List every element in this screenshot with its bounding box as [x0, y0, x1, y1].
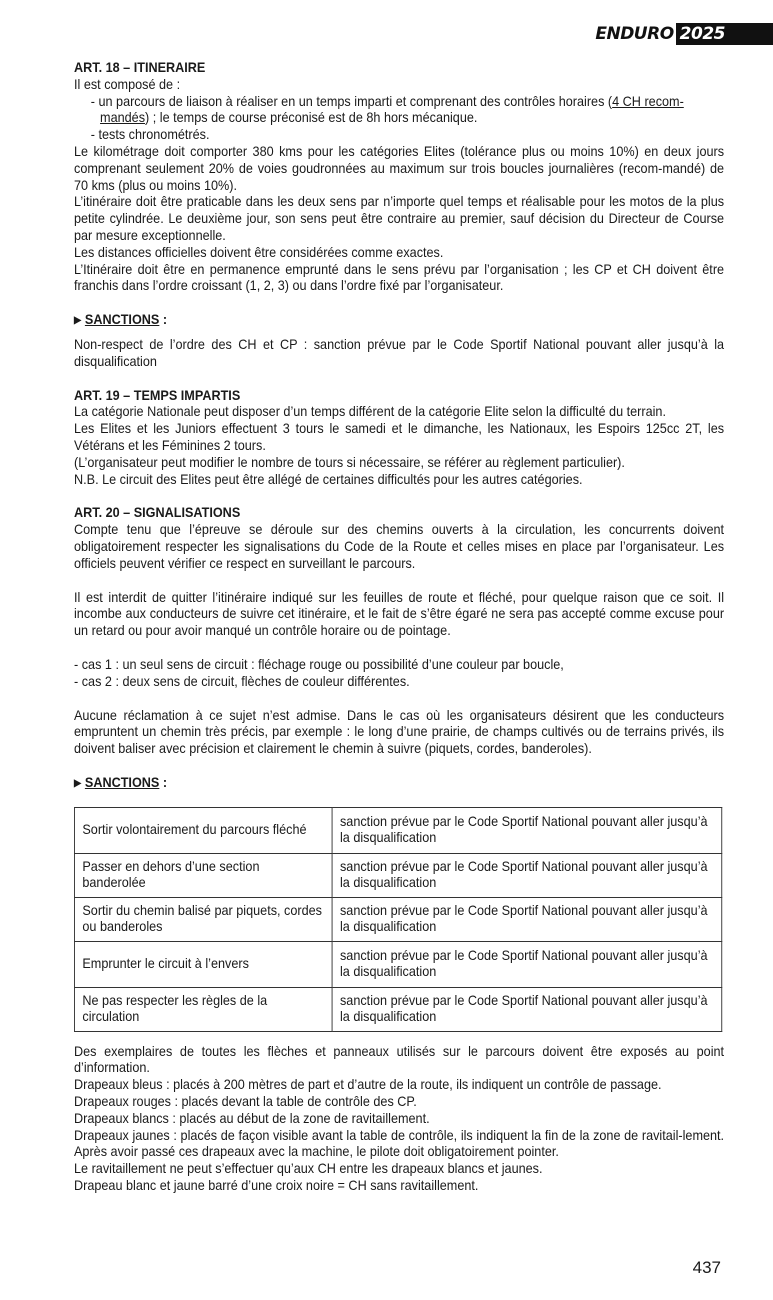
- sanction-cell: sanction prévue par le Code Sportif National pouvant aller jusqu’à la disqualification: [332, 941, 722, 987]
- sanctions-label: SANCTIONS: [84, 312, 160, 328]
- art18-sanction-text: Non-respect de l’ordre des CH et CP : sanction prévue par le Code Sportif National pouvant aller jusqu’à la disqualification: [74, 336, 725, 369]
- art20-after-5: Drapeaux jaunes : placés de façon visible avant la table de contrôle, ils indiquent la fin de la zone de ravitail-lement. Après avoir passé ces drapeaux avec la machine, le pilote doit obligatoirement pointer.: [74, 1127, 725, 1160]
- infraction-cell: Sortir du chemin balisé par piquets, cordes ou banderoles: [74, 897, 332, 941]
- sanction-cell: sanction prévue par le Code Sportif National pouvant aller jusqu’à la disqualification: [332, 897, 722, 941]
- art20-cas-2: - cas 2 : deux sens de circuit, flèches de couleur différentes.: [74, 673, 410, 689]
- infraction-cell: Sortir volontairement du parcours fléché: [74, 807, 332, 853]
- triangle-icon: ▶: [74, 777, 82, 789]
- art18-paragraph-2: L’itinéraire doit être praticable dans les deux sens par n’importe quel temps et réalisable pour les motos de la plus petite cylindrée. Le deuxième jour, son sens peut être contraire au premier, sauf décision du Directeur de Course par mesure exceptionnelle.: [74, 194, 725, 243]
- infraction-cell: Passer en dehors d’une section banderolée: [74, 853, 332, 897]
- art19-title: ART. 19 – TEMPS IMPARTIS: [74, 387, 241, 403]
- sanctions-label: SANCTIONS: [84, 774, 160, 790]
- art18-item1-link1: 4 CH recom-: [612, 93, 684, 109]
- art20-cas-1: - cas 1 : un seul sens de circuit : fléchage rouge ou possibilité d’une couleur par boucle,: [74, 656, 564, 672]
- header-badge: [589, 23, 773, 45]
- table-row: [74, 897, 721, 941]
- art20-sanctions-heading: [74, 775, 724, 793]
- sanctions-table: [74, 807, 722, 1032]
- table-row: [74, 853, 721, 897]
- table-row: [74, 807, 721, 853]
- art19-paragraph-3: (L’organisateur peut modifier le nombre de tours si nécessaire, se référer au règlement particulier).: [74, 454, 625, 470]
- year-label: 2025: [676, 23, 773, 45]
- art18-paragraph-3: Les distances officielles doivent être considérées comme exactes.: [74, 244, 444, 260]
- art18-sanctions-heading: [74, 312, 724, 330]
- sanction-cell: sanction prévue par le Code Sportif National pouvant aller jusqu’à la disqualification: [332, 853, 722, 897]
- brand-label: ENDURO: [589, 23, 675, 45]
- art20-paragraph-2: Il est interdit de quitter l’itinéraire indiqué sur les feuilles de route et fléché, pour quelque raison que ce soit. Il incombe aux conducteurs de suivre cet itinéraire, et le fait de s’être égaré ne sera pas accepté comme excuse pour un retard ou pour avoir manqué un contrôle horaire ou de pointage.: [74, 589, 725, 639]
- art20-after-7: Drapeau blanc et jaune barré d’une croix noire = CH sans ravitaillement.: [74, 1178, 479, 1194]
- infraction-cell: Ne pas respecter les règles de la circulation: [74, 987, 332, 1031]
- art20-paragraph-3: Aucune réclamation à ce sujet n’est admise. Dans le cas où les organisateurs désirent que les conducteurs empruntent un chemin très précis, par exemple : le long d’une prairie, de champs cultivés ou de terrains privés, ils doivent baliser avec précision et clairement le chemin à suivre (piquets, cordes, banderoles).: [74, 707, 725, 757]
- sanction-cell: sanction prévue par le Code Sportif National pouvant aller jusqu’à la disqualification: [332, 987, 722, 1031]
- triangle-icon: ▶: [74, 315, 82, 327]
- table-row: [74, 987, 721, 1031]
- art19-paragraph-2: Les Elites et les Juniors effectuent 3 tours le samedi et le dimanche, les Nationaux, les Espoirs 125cc 2T, les Vétérans et les Féminines 2 tours.: [74, 421, 725, 453]
- art18-item-1: [91, 94, 724, 128]
- art20-after-2: Drapeaux bleus : placés à 200 mètres de part et d’autre de la route, ils indiquent un contrôle de passage.: [74, 1077, 662, 1093]
- art19-paragraph-4: N.B. Le circuit des Elites peut être allégé de certaines difficultés pour les autres catégories.: [74, 471, 583, 487]
- art18-item1-pre: - un parcours de liaison à réaliser en un temps imparti et comprenant des contrôles horaires (: [90, 93, 613, 109]
- art18-item1-post: ) ; le temps de course préconisé est de 8h hors mécanique.: [145, 110, 478, 126]
- art18-item-2: - tests chronométrés.: [90, 127, 210, 143]
- page-number: 437: [692, 1258, 721, 1277]
- art20-after-6: Le ravitaillement ne peut s’effectuer qu’aux CH entre les drapeaux blancs et jaunes.: [74, 1161, 543, 1177]
- art19-paragraph-1: La catégorie Nationale peut disposer d’un temps différent de la catégorie Elite selon la difficulté du terrain.: [74, 404, 666, 420]
- art18-paragraph-4: L’Itinéraire doit être en permanence emprunté dans le sens prévu par l’organisation ; les CP et CH doivent être franchis dans l’ordre croissant (1, 2, 3) ou dans l’ordre fixé par l’organisateur.: [74, 261, 725, 294]
- art20-after-1: Des exemplaires de toutes les flèches et panneaux utilisés sur le parcours doivent être exposés au point d’information.: [74, 1043, 725, 1076]
- art20-after-3: Drapeaux rouges : placés devant la table de contrôle des CP.: [74, 1094, 417, 1110]
- art20-after-4: Drapeaux blancs : placés au début de la zone de ravitaillement.: [74, 1110, 430, 1126]
- art18-paragraph-1: Le kilométrage doit comporter 380 kms pour les catégories Elites (tolérance plus ou moins 10%) en deux jours comprenant seulement 20% de voies goudronnées au maximum sur trois boucles journalières (recom-mandé) de 70 kms (plus ou moins 10%).: [74, 143, 725, 193]
- art18-intro: Il est composé de :: [74, 76, 181, 92]
- infraction-cell: Emprunter le circuit à l’envers: [74, 941, 332, 987]
- sanctions-colon: :: [159, 774, 168, 790]
- art18-list: [74, 94, 724, 144]
- sanction-cell: sanction prévue par le Code Sportif National pouvant aller jusqu’à la disqualification: [332, 807, 722, 853]
- art20-paragraph-1: Compte tenu que l’épreuve se déroule sur des chemins ouverts à la circulation, les concurrents doivent obligatoirement respecter les signalisations du Code de la Route et celles mises en place par l’organisateur. Les officiels peuvent vérifier ce respect en surveillant le parcours.: [74, 522, 725, 571]
- art20-title: ART. 20 – SIGNALISATIONS: [74, 505, 241, 521]
- sanctions-colon: :: [159, 312, 168, 328]
- art18-title: ART. 18 – ITINERAIRE: [74, 60, 206, 75]
- art18-item1-link2: mandés: [100, 110, 146, 126]
- table-row: [74, 941, 721, 987]
- page-content: [74, 60, 724, 1195]
